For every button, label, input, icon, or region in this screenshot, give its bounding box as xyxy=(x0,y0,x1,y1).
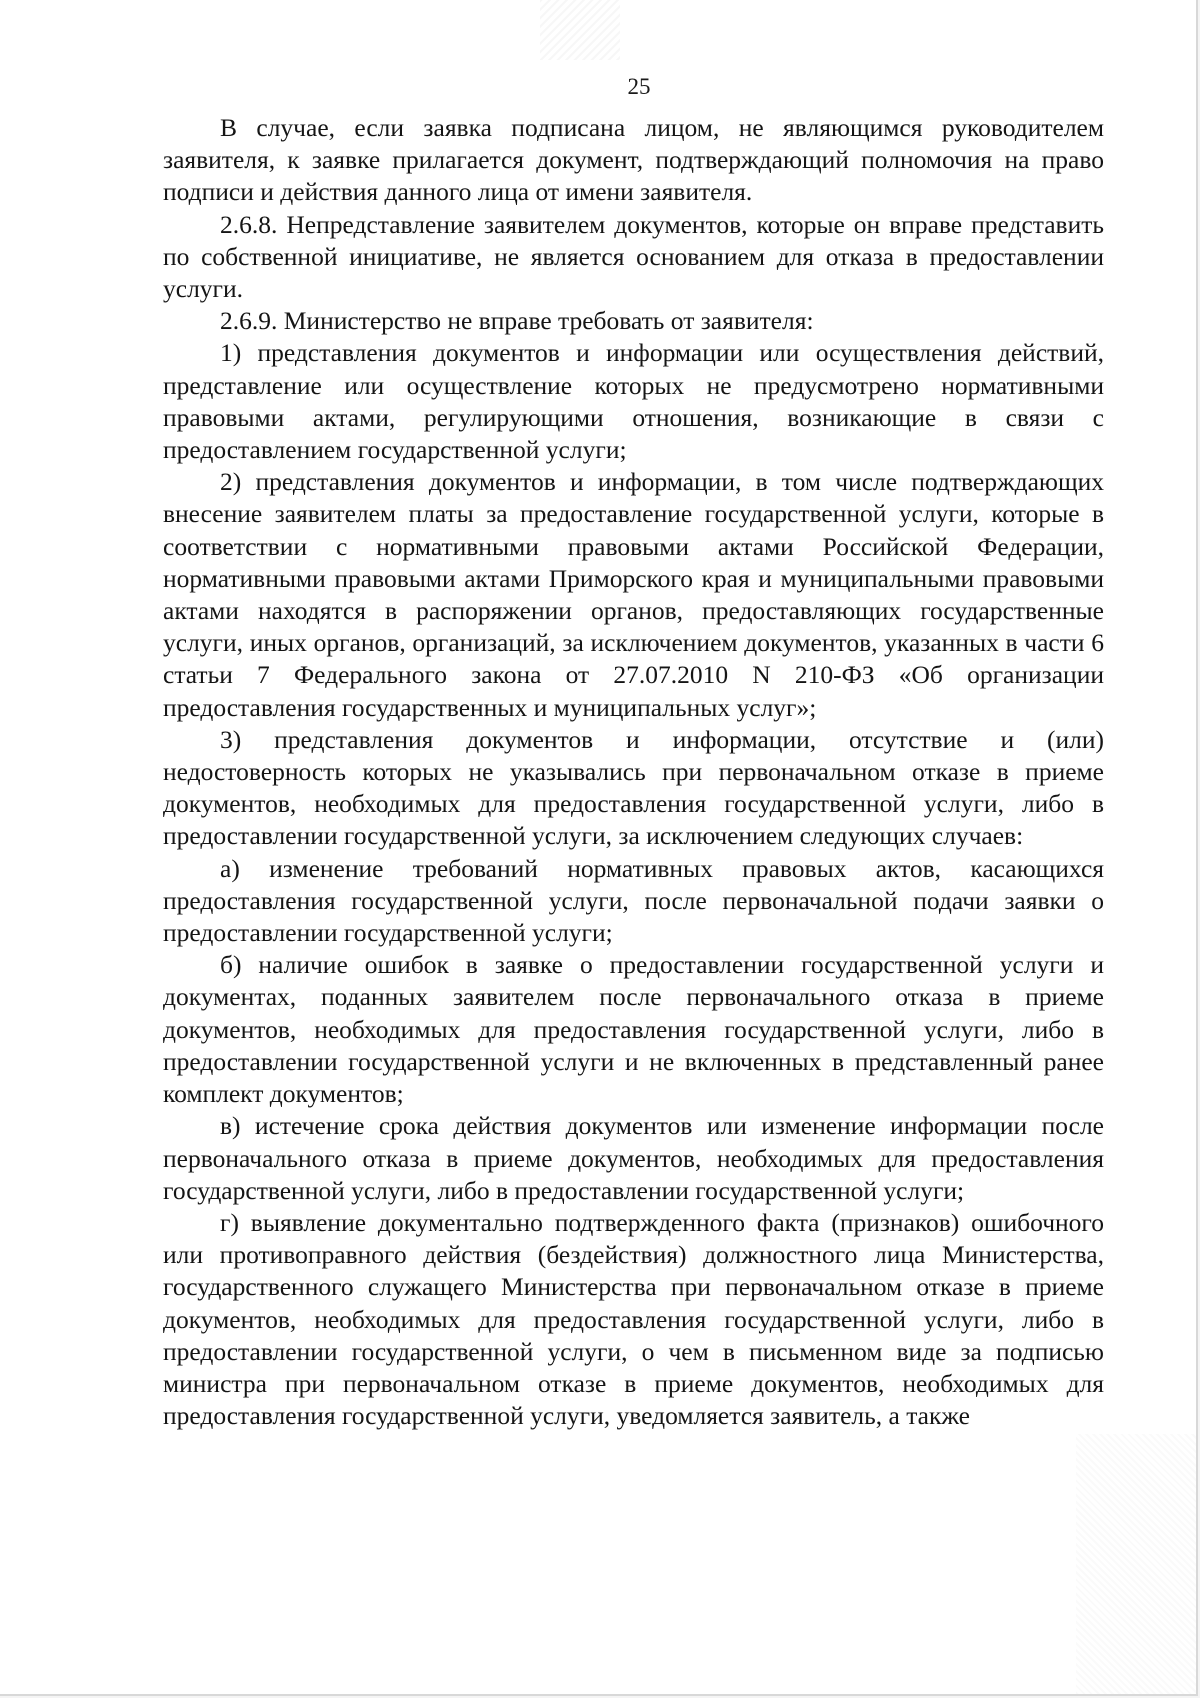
paragraph-signatory: В случае, если заявка подписана лицом, не являющимся руководителем заявителя, к заявке прилагается документ, подтверждающий полномочия на право подписи и действия данного лица от имени заявителя. xyxy=(163,113,1104,207)
paragraph-2-6-9: 2.6.9. Министерство не вправе требовать от заявителя: xyxy=(220,306,814,336)
paragraph-2-6-8: 2.6.8. Непредставление заявителем документов, которые он вправе представить по собственной инициативе, не является основанием для отказа в предоставлении услуги. xyxy=(163,209,1104,304)
scan-artifact xyxy=(1076,1434,1196,1694)
sub-item-v: в) истечение срока действия документов или изменение информации после первоначального отказа в приеме документов, необходимых для предоставления государственной услуги, либо в предоставлении государственной услуги; xyxy=(163,1111,1104,1205)
sub-item-b: б) наличие ошибок в заявке о предоставлении государственной услуги и документах, поданных заявителем после первоначального отказа в приеме документов, необходимых для предоставления государственной услуги, либо в предоставлении государственной услуги и не включенных в представленный ранее комплект документов; xyxy=(163,950,1104,1109)
list-item-3: 3) представления документов и информации, отсутствие и (или) недостоверность которых не указывались при первоначальном отказе в приеме документов, необходимых для предоставления государственной услуги, либо в предоставлении государственной услуги, за исключением следующих случаев: xyxy=(163,724,1104,851)
sub-item-a: а) изменение требований нормативных правовых актов, касающихся предоставления государственной услуги, после первоначальной подачи заявки о предоставлении государственной услуги; xyxy=(163,853,1104,948)
scan-artifact xyxy=(540,0,620,60)
page-number: 25 xyxy=(627,74,651,99)
list-item-1: 1) представления документов и информации или осуществления действий, представление или осуществление которых не предусмотрено нормативными правовыми актами, регулирующими отношения, возникающие в связи с предоставлением государственной услуги; xyxy=(163,338,1104,465)
list-item-2: 2) представления документов и информации, в том числе подтверждающих внесение заявителем платы за предоставление государственной услуги, которые в соответствии с нормативными правовыми актами Российской Федерации, нормативными правовыми актами Приморского края и муниципальными правовыми актами находятся в распоряжении органов, предоставляющих государственные услуги, иных органов, организаций, за исключением документов, указанных в части 6 статьи 7 Федерального закона от 27.07.2010 N 210-ФЗ «Об организации предоставления государственных и муниципальных услуг»; xyxy=(163,467,1104,722)
document-body xyxy=(163,112,1104,1432)
sub-item-g: г) выявление документально подтвержденного факта (признаков) ошибочного или противоправного действия (бездействия) должностного лица Министерства, государственного служащего Министерства при первоначальном отказе в приеме документов, необходимых для предоставления государственной услуги, либо в предоставлении государственной услуги, о чем в письменном виде за подписью министра при первоначальном отказе в приеме документов, необходимых для предоставления государственной услуги, уведомляется заявитель, а также xyxy=(163,1207,1104,1431)
